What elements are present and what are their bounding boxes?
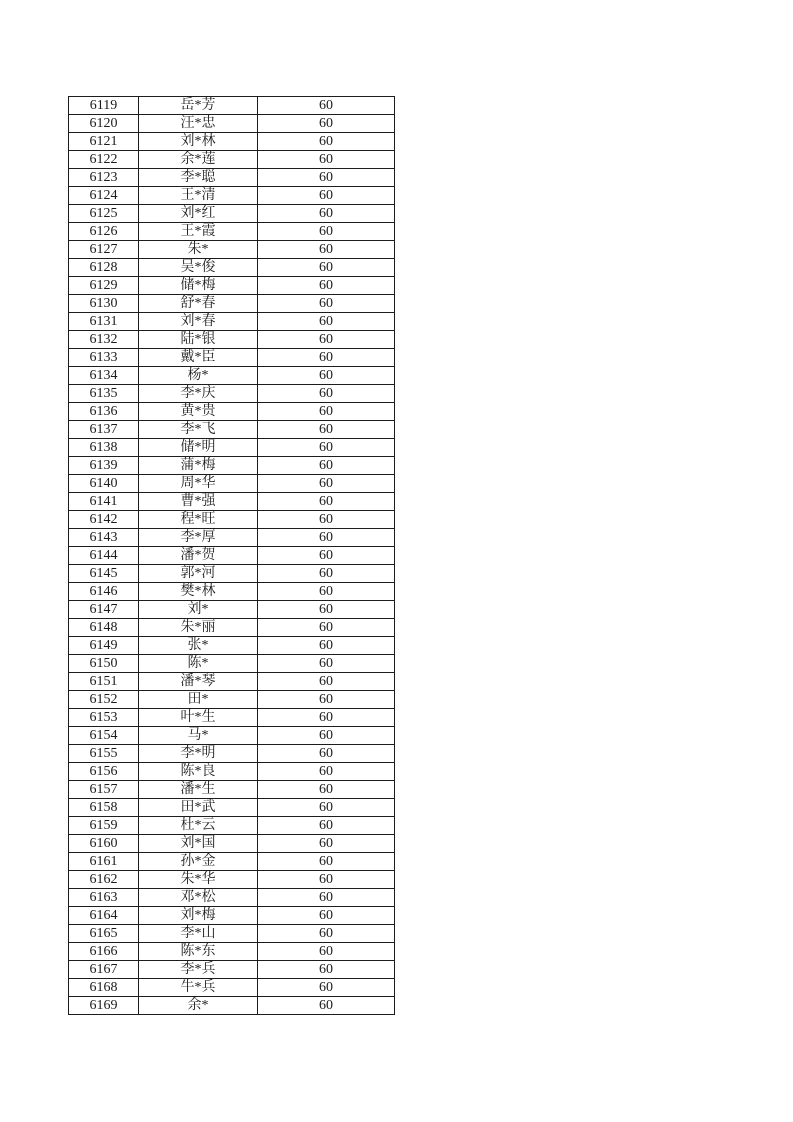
student-name-cell: 叶*生 [139,709,258,727]
score-cell: 60 [258,835,395,853]
student-id-cell: 6161 [69,853,139,871]
student-id-cell: 6136 [69,403,139,421]
student-id-cell: 6158 [69,799,139,817]
table-row [69,385,395,403]
student-name-cell: 樊*林 [139,583,258,601]
student-name-cell: 牛*兵 [139,979,258,997]
student-id-cell: 6125 [69,205,139,223]
score-cell: 60 [258,943,395,961]
table-row [69,331,395,349]
score-cell: 60 [258,133,395,151]
student-id-cell: 6144 [69,547,139,565]
student-name-cell: 岳*芳 [139,97,258,115]
student-name-cell: 潘*琴 [139,673,258,691]
student-name-cell: 刘*国 [139,835,258,853]
student-id-cell: 6141 [69,493,139,511]
table-row [69,943,395,961]
table-row [69,889,395,907]
score-cell: 60 [258,745,395,763]
student-id-cell: 6156 [69,763,139,781]
student-id-cell: 6167 [69,961,139,979]
score-cell: 60 [258,169,395,187]
table-row [69,511,395,529]
score-cell: 60 [258,871,395,889]
score-cell: 60 [258,421,395,439]
student-id-cell: 6154 [69,727,139,745]
score-cell: 60 [258,331,395,349]
score-cell: 60 [258,817,395,835]
score-cell: 60 [258,259,395,277]
score-cell: 60 [258,601,395,619]
score-cell: 60 [258,403,395,421]
score-cell: 60 [258,799,395,817]
score-cell: 60 [258,727,395,745]
student-name-cell: 陆*银 [139,331,258,349]
student-id-cell: 6127 [69,241,139,259]
score-cell: 60 [258,691,395,709]
student-id-cell: 6143 [69,529,139,547]
student-id-cell: 6121 [69,133,139,151]
student-id-cell: 6126 [69,223,139,241]
student-id-cell: 6148 [69,619,139,637]
student-name-cell: 王*霞 [139,223,258,241]
student-id-cell: 6137 [69,421,139,439]
student-id-cell: 6139 [69,457,139,475]
student-id-cell: 6132 [69,331,139,349]
student-id-cell: 6160 [69,835,139,853]
score-cell: 60 [258,907,395,925]
score-cell: 60 [258,511,395,529]
score-cell: 60 [258,637,395,655]
table-row [69,835,395,853]
score-cell: 60 [258,655,395,673]
table-row [69,691,395,709]
table-row [69,547,395,565]
score-cell: 60 [258,187,395,205]
score-table-body [69,97,395,1015]
student-id-cell: 6147 [69,601,139,619]
table-row [69,349,395,367]
score-cell: 60 [258,439,395,457]
student-id-cell: 6128 [69,259,139,277]
score-cell: 60 [258,583,395,601]
score-cell: 60 [258,115,395,133]
student-id-cell: 6168 [69,979,139,997]
score-cell: 60 [258,277,395,295]
student-name-cell: 田*武 [139,799,258,817]
score-cell: 60 [258,961,395,979]
table-row [69,907,395,925]
student-id-cell: 6145 [69,565,139,583]
table-row [69,619,395,637]
score-cell: 60 [258,781,395,799]
student-id-cell: 6166 [69,943,139,961]
student-name-cell: 刘*梅 [139,907,258,925]
score-cell: 60 [258,853,395,871]
student-name-cell: 汪*忠 [139,115,258,133]
table-row [69,259,395,277]
table-row [69,313,395,331]
score-cell: 60 [258,367,395,385]
student-id-cell: 6130 [69,295,139,313]
table-row [69,871,395,889]
student-id-cell: 6153 [69,709,139,727]
score-cell: 60 [258,529,395,547]
score-cell: 60 [258,457,395,475]
score-cell: 60 [258,223,395,241]
score-cell: 60 [258,349,395,367]
table-row [69,241,395,259]
student-id-cell: 6165 [69,925,139,943]
student-id-cell: 6133 [69,349,139,367]
table-row [69,655,395,673]
student-name-cell: 张* [139,637,258,655]
student-name-cell: 储*明 [139,439,258,457]
student-id-cell: 6169 [69,997,139,1015]
student-name-cell: 陈*东 [139,943,258,961]
student-name-cell: 储*梅 [139,277,258,295]
student-name-cell: 陈* [139,655,258,673]
student-name-cell: 刘*春 [139,313,258,331]
score-cell: 60 [258,493,395,511]
table-row [69,817,395,835]
student-name-cell: 李*聪 [139,169,258,187]
student-name-cell: 吴*俊 [139,259,258,277]
table-row [69,367,395,385]
score-cell: 60 [258,925,395,943]
score-cell: 60 [258,241,395,259]
score-cell: 60 [258,619,395,637]
table-row [69,97,395,115]
table-row [69,979,395,997]
table-row [69,601,395,619]
score-cell: 60 [258,709,395,727]
student-name-cell: 李*庆 [139,385,258,403]
student-name-cell: 李*厚 [139,529,258,547]
student-name-cell: 郭*河 [139,565,258,583]
table-row [69,277,395,295]
student-name-cell: 余*莲 [139,151,258,169]
score-cell: 60 [258,889,395,907]
table-row [69,637,395,655]
student-name-cell: 余* [139,997,258,1015]
table-row [69,295,395,313]
student-name-cell: 黄*贵 [139,403,258,421]
score-cell: 60 [258,565,395,583]
student-name-cell: 戴*臣 [139,349,258,367]
student-id-cell: 6120 [69,115,139,133]
student-name-cell: 孙*金 [139,853,258,871]
student-id-cell: 6129 [69,277,139,295]
table-row [69,997,395,1015]
student-name-cell: 舒*春 [139,295,258,313]
student-name-cell: 程*旺 [139,511,258,529]
student-name-cell: 陈*良 [139,763,258,781]
table-row [69,583,395,601]
student-name-cell: 李*明 [139,745,258,763]
student-name-cell: 蒲*梅 [139,457,258,475]
table-row [69,925,395,943]
student-name-cell: 李*飞 [139,421,258,439]
student-id-cell: 6149 [69,637,139,655]
score-cell: 60 [258,763,395,781]
score-cell: 60 [258,547,395,565]
student-name-cell: 朱*华 [139,871,258,889]
student-name-cell: 王*清 [139,187,258,205]
table-row [69,403,395,421]
student-id-cell: 6142 [69,511,139,529]
score-cell: 60 [258,997,395,1015]
table-row [69,799,395,817]
score-cell: 60 [258,385,395,403]
table-row [69,115,395,133]
table-row [69,457,395,475]
score-cell: 60 [258,97,395,115]
student-id-cell: 6163 [69,889,139,907]
table-row [69,763,395,781]
student-id-cell: 6124 [69,187,139,205]
table-row [69,421,395,439]
student-id-cell: 6123 [69,169,139,187]
student-id-cell: 6140 [69,475,139,493]
table-row [69,565,395,583]
table-row [69,745,395,763]
table-row [69,853,395,871]
student-name-cell: 潘*生 [139,781,258,799]
student-name-cell: 曹*强 [139,493,258,511]
table-row [69,169,395,187]
student-name-cell: 杜*云 [139,817,258,835]
student-id-cell: 6162 [69,871,139,889]
table-row [69,151,395,169]
table-row [69,439,395,457]
student-name-cell: 李*兵 [139,961,258,979]
student-id-cell: 6164 [69,907,139,925]
student-name-cell: 朱*丽 [139,619,258,637]
student-id-cell: 6152 [69,691,139,709]
table-row [69,673,395,691]
score-cell: 60 [258,475,395,493]
student-name-cell: 周*华 [139,475,258,493]
student-id-cell: 6135 [69,385,139,403]
student-name-cell: 刘*红 [139,205,258,223]
table-row [69,961,395,979]
table-row [69,529,395,547]
score-table [68,96,395,1015]
student-id-cell: 6138 [69,439,139,457]
score-cell: 60 [258,205,395,223]
student-name-cell: 刘* [139,601,258,619]
student-id-cell: 6155 [69,745,139,763]
student-name-cell: 朱* [139,241,258,259]
student-id-cell: 6119 [69,97,139,115]
student-id-cell: 6134 [69,367,139,385]
student-id-cell: 6159 [69,817,139,835]
score-cell: 60 [258,673,395,691]
student-id-cell: 6157 [69,781,139,799]
student-name-cell: 潘*贺 [139,547,258,565]
score-cell: 60 [258,313,395,331]
score-cell: 60 [258,295,395,313]
student-id-cell: 6122 [69,151,139,169]
student-id-cell: 6146 [69,583,139,601]
student-name-cell: 刘*林 [139,133,258,151]
table-row [69,709,395,727]
table-row [69,475,395,493]
student-name-cell: 田* [139,691,258,709]
student-id-cell: 6150 [69,655,139,673]
student-name-cell: 杨* [139,367,258,385]
table-row [69,205,395,223]
table-row [69,223,395,241]
table-row [69,727,395,745]
student-id-cell: 6131 [69,313,139,331]
table-row [69,781,395,799]
score-cell: 60 [258,151,395,169]
score-cell: 60 [258,979,395,997]
student-id-cell: 6151 [69,673,139,691]
student-name-cell: 马* [139,727,258,745]
student-name-cell: 李*山 [139,925,258,943]
student-name-cell: 邓*松 [139,889,258,907]
table-row [69,493,395,511]
table-row [69,187,395,205]
table-row [69,133,395,151]
